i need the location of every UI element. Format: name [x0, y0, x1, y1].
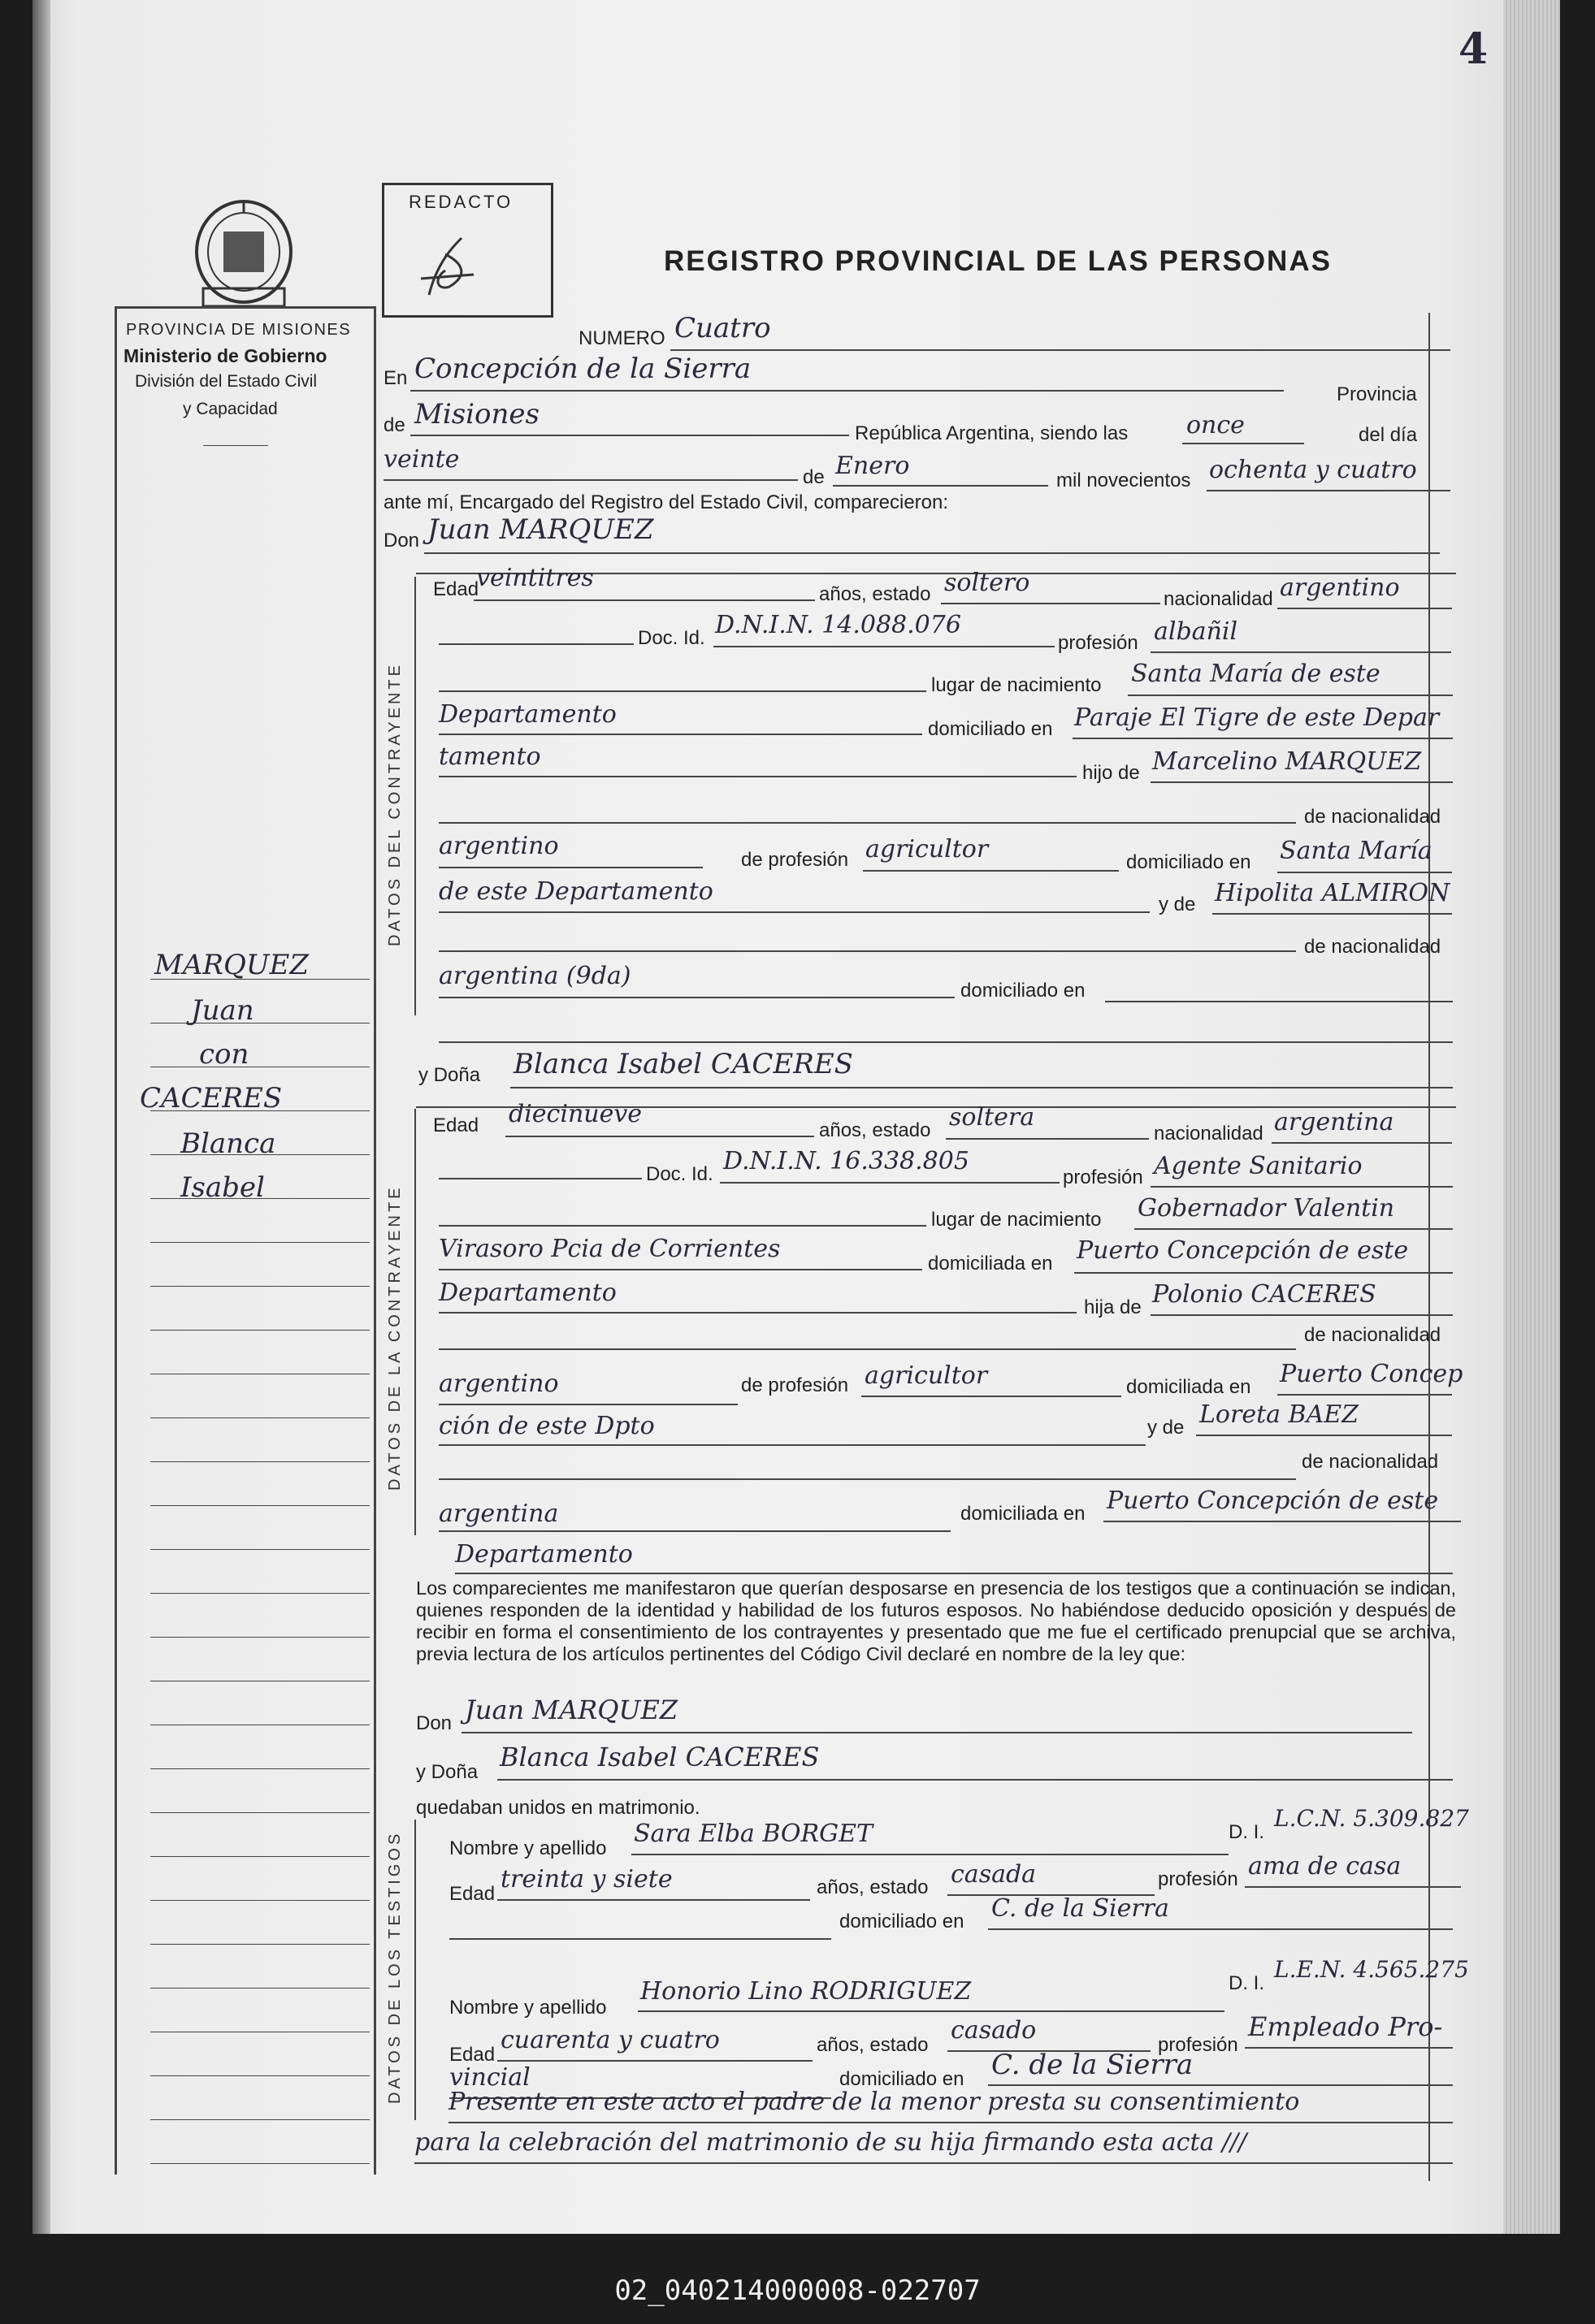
- groom-father-address-cont: de este Departamento: [439, 877, 713, 906]
- margin-rule: [150, 1768, 370, 1769]
- label-anos-estado: años, estado: [819, 583, 931, 605]
- page-title: REGISTRO PROVINCIAL DE LAS PERSONAS: [664, 245, 1332, 277]
- margin-rule: [150, 2163, 370, 2164]
- witness1-di: L.C.N. 5.309.827: [1274, 1805, 1469, 1832]
- bride-address: Puerto Concepción de este: [1077, 1236, 1409, 1265]
- redacto-stamp: [382, 183, 553, 318]
- union-groom: Juan MARQUEZ: [465, 1694, 678, 1725]
- groom-name: Juan MARQUEZ: [427, 513, 654, 546]
- label-de-profesion: de profesión: [741, 849, 849, 871]
- bride-father: Polonio CACERES: [1152, 1280, 1376, 1309]
- witness2-status: casado: [951, 2016, 1037, 2045]
- bride-profession: Agente Sanitario: [1154, 1152, 1363, 1180]
- witness1-age: treinta y siete: [501, 1865, 673, 1893]
- label-y-de: y de: [1159, 894, 1196, 915]
- label-provincia: Provincia: [1337, 383, 1417, 405]
- label-edad: Edad: [449, 1883, 496, 1905]
- label-del-dia: del día: [1359, 424, 1418, 446]
- label-nacionalidad: nacionalidad: [1154, 1123, 1263, 1145]
- witness2-name: Honorio Lino RODRIGUEZ: [640, 1977, 972, 2006]
- label-hijo-de: hijo de: [1082, 762, 1140, 784]
- label-edad: Edad: [433, 578, 479, 600]
- label-don: Don: [416, 1712, 453, 1734]
- page-number: 4: [1458, 24, 1489, 74]
- label-anos-estado: años, estado: [817, 2034, 929, 2056]
- margin-rule: [150, 1549, 370, 1550]
- label-profesion: profesión: [1058, 632, 1138, 654]
- bride-status: soltera: [949, 1103, 1035, 1132]
- label-profesion: profesión: [1158, 1868, 1238, 1890]
- act-place: Concepción de la Sierra: [414, 353, 752, 385]
- ministry-name: Ministerio de Gobierno: [124, 345, 327, 366]
- label-edad: Edad: [433, 1114, 479, 1136]
- margin-rule: [150, 2119, 370, 2120]
- label-doc: Doc. Id.: [638, 627, 705, 649]
- label-domiciliado-en: domiciliado en: [1126, 851, 1251, 873]
- label-de-nacionalidad: de nacionalidad: [1302, 1451, 1439, 1473]
- label-anos-estado: años, estado: [819, 1119, 931, 1141]
- label-y-dona: y Doña: [418, 1064, 481, 1086]
- margin-note-line: Juan: [191, 994, 254, 1027]
- label-di: D. I.: [1229, 1972, 1265, 1994]
- bride-section-label: DATOS DE LA CONTRAYENTE: [386, 1184, 404, 1491]
- label-de-mes: de: [803, 466, 825, 488]
- margin-rule: [150, 1593, 370, 1594]
- groom-mother: Hipolita ALMIRON: [1215, 879, 1450, 907]
- signature-icon: [413, 230, 486, 303]
- bride-mother-nationality: argentina: [439, 1500, 559, 1528]
- bride-father-address-cont: ción de este Dpto: [439, 1412, 655, 1440]
- witness2-age: cuarenta y cuatro: [501, 2026, 720, 2054]
- witness1-status: casada: [951, 1860, 1037, 1889]
- label-de-nacionalidad: de nacionalidad: [1304, 806, 1441, 828]
- groom-status: soltero: [944, 569, 1030, 597]
- capacity-name: y Capacidad: [183, 400, 278, 418]
- margin-rule: [150, 1023, 370, 1024]
- witnesses-section-label: DATOS DE LOS TESTIGOS: [386, 1830, 404, 2104]
- stamp-label: REDACTO: [409, 192, 514, 212]
- margin-rule: [150, 1242, 370, 1243]
- label-y-de: y de: [1147, 1417, 1185, 1439]
- bride-birthplace: Gobernador Valentin: [1138, 1194, 1395, 1223]
- label-profesion: profesión: [1063, 1166, 1143, 1188]
- margin-rule: [150, 2075, 370, 2076]
- bride-birthplace-cont: Virasoro Pcia de Corrientes: [439, 1235, 781, 1263]
- bride-address-cont: Departamento: [439, 1279, 617, 1307]
- groom-father: Marcelino MARQUEZ: [1152, 747, 1422, 776]
- witness2-address: C. de la Sierra: [991, 2049, 1194, 2081]
- label-profesion: profesión: [1158, 2034, 1238, 2056]
- margin-rule: [150, 1417, 370, 1418]
- label-de-nacionalidad: de nacionalidad: [1304, 1324, 1441, 1346]
- margin-rule: [150, 1944, 370, 1945]
- bride-father-profession: agricultor: [865, 1361, 988, 1390]
- groom-father-profession: agricultor: [865, 835, 989, 863]
- label-hija-de: hija de: [1084, 1296, 1142, 1318]
- margin-rule: [150, 1856, 370, 1857]
- act-province: Misiones: [414, 398, 540, 431]
- witness2-profession-cont: vincial: [449, 2063, 531, 2092]
- province-seal-icon: [187, 195, 301, 317]
- groom-doc: D.N.I.N. 14.088.076: [715, 611, 961, 639]
- label-nombre-apellido: Nombre y apellido: [449, 1997, 607, 2019]
- groom-birthplace: Santa María de este: [1131, 660, 1380, 688]
- label-di: D. I.: [1229, 1821, 1265, 1843]
- bride-nationality: argentina: [1274, 1108, 1394, 1136]
- groom-section-label: DATOS DEL CONTRAYENTE: [386, 662, 404, 946]
- declaration-text: Los comparecientes me manifestaron que querían desposarse en presencia de los testigos que a continuación se indican, quienes responden de la identidad y habilidad de los futuros esposos. No habiéndose deducido oposición y después de recibir en forma el consentimiento de los contrayentes y presentado que me fue el certificado prenupcial que se archiva, previa lectura de los artículos pertinentes del Código Civil declaré en nombre de la ley que:: [416, 1577, 1456, 1664]
- act-year: ochenta y cuatro: [1209, 456, 1417, 484]
- document-page: [33, 0, 1560, 2234]
- bride-doc: D.N.I.N. 16.338.805: [723, 1147, 969, 1175]
- label-edad: Edad: [449, 2044, 496, 2066]
- label-mil: mil novecientos: [1056, 470, 1191, 491]
- act-hour: once: [1186, 411, 1245, 439]
- label-lugar-nac: lugar de nacimiento: [931, 674, 1102, 696]
- union-text: quedaban unidos en matrimonio.: [416, 1797, 700, 1819]
- binding-spine: [33, 0, 50, 2234]
- margin-note-line: Isabel: [180, 1171, 265, 1204]
- label-nacionalidad: nacionalidad: [1164, 588, 1273, 610]
- label-domiciliado: domiciliado en: [839, 2068, 964, 2090]
- margin-note-line: CACERES: [140, 1082, 283, 1114]
- consent-note-line2: para la celebración del matrimonio de su hija firmando esta acta ///: [414, 2128, 1247, 2157]
- margin-rule: [150, 1637, 370, 1638]
- groom-mother-nationality: argentina (9da): [439, 962, 631, 990]
- label-doc: Doc. Id.: [646, 1163, 713, 1185]
- margin-rule: [150, 1900, 370, 1901]
- label-domiciliado: domiciliado en: [928, 718, 1053, 740]
- witness1-address: C. de la Sierra: [991, 1894, 1169, 1923]
- page-edge: [1503, 0, 1560, 2234]
- margin-rule: [150, 1812, 370, 1813]
- bride-mother: Loreta BAEZ: [1199, 1400, 1359, 1429]
- witness2-di: L.E.N. 4.565.275: [1274, 1956, 1469, 1983]
- label-de-profesion: de profesión: [741, 1374, 849, 1396]
- act-number: Cuatro: [674, 312, 771, 344]
- groom-father-address: Santa María: [1280, 837, 1432, 865]
- margin-rule: [150, 1461, 370, 1462]
- bride-father-address: Puerto Concep: [1280, 1360, 1463, 1388]
- groom-age: veintitres: [476, 564, 594, 592]
- label-domiciliada: domiciliada en: [928, 1253, 1053, 1275]
- margin-note-line: Blanca: [180, 1127, 276, 1160]
- groom-birthplace-cont: Departamento: [439, 700, 617, 729]
- witness1-name: Sara Elba BORGET: [634, 1820, 873, 1848]
- province-name: PROVINCIA DE MISIONES: [126, 321, 352, 339]
- margin-rule: [150, 1505, 370, 1506]
- bride-name: Blanca Isabel CACERES: [514, 1048, 853, 1080]
- margin-note-line: con: [199, 1038, 249, 1071]
- label-nombre-apellido: Nombre y apellido: [449, 1837, 607, 1859]
- label-republica: República Argentina, siendo las: [855, 422, 1129, 444]
- union-bride: Blanca Isabel CACERES: [500, 1742, 820, 1772]
- label-ante: ante mí, Encargado del Registro del Estado Civil, comparecieron:: [384, 491, 949, 513]
- groom-address: Paraje El Tigre de este Depar: [1074, 703, 1440, 732]
- label-domiciliado: domiciliado en: [839, 1911, 964, 1932]
- label-anos-estado: años, estado: [817, 1876, 929, 1898]
- margin-rule: [150, 1286, 370, 1287]
- bride-mother-address: Puerto Concepción de este: [1107, 1487, 1439, 1515]
- label-numero: NUMERO: [579, 327, 665, 349]
- label-de-nacionalidad: de nacionalidad: [1304, 936, 1441, 958]
- margin-rule: [150, 1988, 370, 1989]
- division-name: División del Estado Civil: [135, 372, 318, 391]
- witness1-profession: ama de casa: [1248, 1852, 1402, 1880]
- label-en: En: [384, 367, 408, 389]
- label-domiciliada: domiciliada en: [960, 1503, 1086, 1525]
- label-lugar-nac: lugar de nacimiento: [931, 1209, 1102, 1231]
- margin-note-line: MARQUEZ: [154, 949, 309, 981]
- groom-nationality: argentino: [1280, 573, 1400, 602]
- label-y-dona: y Doña: [416, 1761, 479, 1783]
- bride-mother-address-cont: Departamento: [455, 1540, 633, 1569]
- act-month: Enero: [835, 452, 910, 480]
- file-identifier: 02_040214000008-022707: [614, 2274, 981, 2307]
- groom-profession: albañil: [1154, 617, 1238, 646]
- consent-note-line1: Presente en este acto el padre de la menor presta su consentimiento: [449, 2088, 1300, 2116]
- act-day: veinte: [384, 445, 460, 474]
- groom-address-cont: tamento: [439, 742, 541, 771]
- label-domiciliado: domiciliado en: [960, 980, 1086, 1002]
- margin-rule: [150, 1330, 370, 1331]
- label-don: Don: [384, 530, 420, 552]
- bride-father-nationality: argentino: [439, 1370, 559, 1398]
- label-domiciliada-en: domiciliada en: [1126, 1376, 1251, 1398]
- label-de: de: [384, 414, 405, 436]
- groom-father-nationality: argentino: [439, 832, 559, 860]
- bride-age: diecinueve: [509, 1100, 643, 1128]
- witness2-profession: Empleado Pro-: [1248, 2011, 1443, 2042]
